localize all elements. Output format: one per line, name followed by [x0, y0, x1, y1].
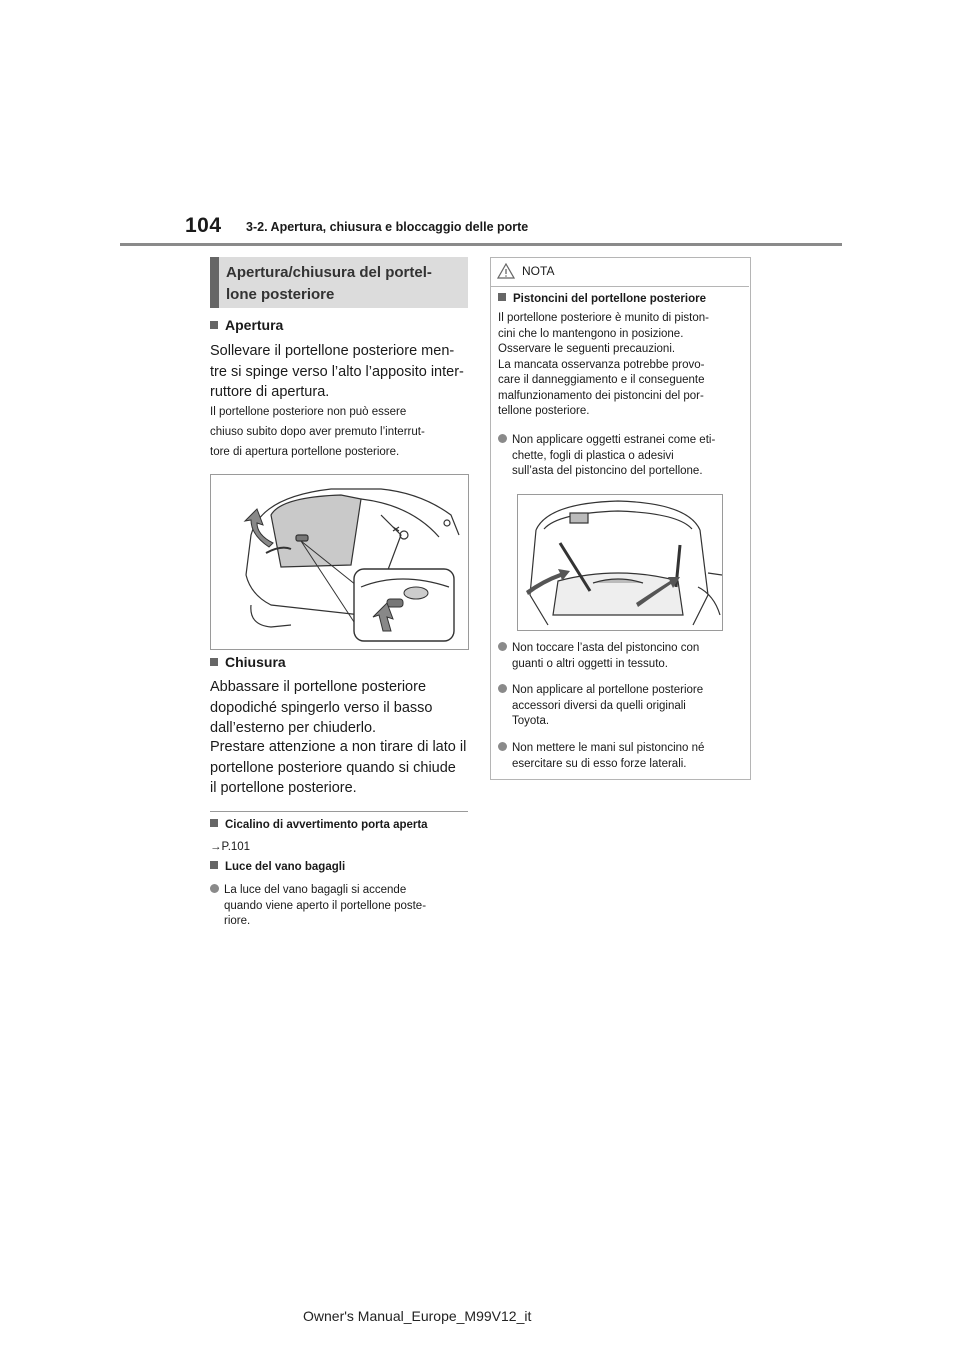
note-line: chiuso subito dopo aver premuto l’interrut- [210, 426, 425, 438]
notice-heading-text: Pistoncini del portellone posteriore [513, 293, 706, 305]
notice-intro [498, 311, 748, 420]
notice-bullet-3 [498, 683, 762, 730]
buzzer-heading-text: Cicalino di avvertimento porta aperta [225, 819, 428, 831]
body-line: il portellone posteriore. [210, 780, 357, 796]
tailgate-opening-figure [210, 474, 469, 650]
note-line: guanti o altri oggetti in tessuto. [512, 657, 668, 670]
strut-figure [517, 494, 723, 631]
section-title-line: lone posteriore [226, 286, 335, 303]
note-line: Non applicare oggetti estranei come eti- [512, 434, 716, 446]
body-line: dopodiché spingerlo verso il basso [210, 699, 433, 716]
note-line: La luce del vano bagagli si accende [224, 884, 407, 896]
closing-heading [210, 654, 286, 670]
body-line: Sollevare il portellone posteriore men- [210, 343, 455, 359]
square-bullet-icon [210, 321, 218, 329]
body-line: Abbassare il portellone posteriore [210, 679, 427, 695]
warning-icon [497, 263, 515, 284]
light-heading-text: Luce del vano bagagli [225, 861, 346, 873]
opening-heading-text: Apertura [225, 317, 284, 333]
note-line: Non applicare al portellone posteriore [512, 684, 704, 696]
note-line: chette, fogli di plastica o adesivi [512, 449, 674, 462]
notice-label: NOTA [522, 264, 555, 278]
opening-body [210, 341, 470, 403]
note-line: Toyota. [512, 715, 550, 727]
circle-bullet-icon [498, 434, 507, 443]
note-line: Il portellone posteriore non può essere [210, 406, 407, 418]
note-line: Il portellone posteriore è munito di piston- [498, 312, 709, 324]
strut-illustration [518, 495, 722, 630]
footer-manual-id: Owner's Manual_Europe_M99V12_it [303, 1308, 532, 1324]
note-line: sull’asta del pistoncino del portellone. [512, 465, 703, 477]
note-line: riore. [224, 915, 251, 927]
notice-bullet-4 [498, 741, 762, 772]
circle-bullet-icon [498, 642, 507, 651]
body-line: Prestare attenzione a non tirare di lato il [210, 739, 467, 755]
square-bullet-icon [498, 293, 506, 301]
notice-heading [498, 293, 706, 305]
section-divider [210, 811, 468, 812]
closing-body-2 [210, 737, 470, 799]
body-line: portellone posteriore quando si chiude [210, 759, 456, 776]
section-title-bar [210, 257, 219, 308]
body-line: dall’esterno per chiuderlo. [210, 720, 377, 736]
note-line: La mancata osservanza potrebbe provo- [498, 358, 705, 371]
body-line: tre si spinge verso l’alto l’apposito inter- [210, 363, 464, 380]
notice-bullet-1 [498, 433, 762, 480]
square-bullet-icon [210, 819, 218, 827]
circle-bullet-icon [498, 684, 507, 693]
circle-bullet-icon [498, 742, 507, 751]
opening-heading [210, 317, 283, 333]
note-line: malfunzionamento dei pistoncini del por- [498, 389, 704, 402]
closing-heading-text: Chiusura [225, 654, 286, 670]
square-bullet-icon [210, 658, 218, 666]
page-number: 104 [185, 214, 222, 237]
note-line: esercitare su di esso forze laterali. [512, 757, 687, 770]
section-title-line: Apertura/chiusura del portel- [226, 264, 432, 281]
buzzer-ref: →P.101 [210, 841, 251, 853]
tailgate-illustration [211, 475, 468, 649]
section-path: 3-2. Apertura, chiusura e bloccaggio delle porte [246, 220, 529, 234]
note-line: care il danneggiamento e il conseguente [498, 374, 705, 386]
light-text [210, 883, 484, 930]
note-line: tore di apertura portellone posteriore. [210, 446, 400, 458]
section-title [226, 262, 464, 306]
closing-body-1 [210, 677, 470, 739]
square-bullet-icon [210, 861, 218, 869]
light-heading [210, 861, 345, 873]
circle-bullet-icon [210, 884, 219, 893]
header-rule [120, 243, 842, 246]
note-line: cini che lo mantengono in posizione. [498, 327, 684, 340]
note-line: quando viene aperto il portellone poste- [224, 899, 427, 912]
note-line: Non toccare l’asta del pistoncino con [512, 642, 700, 654]
body-line: ruttore di apertura. [210, 384, 330, 400]
notice-bullet-2 [498, 641, 762, 672]
note-line: accessori diversi da quelli originali [512, 699, 686, 712]
note-line: Osservare le seguenti precauzioni. [498, 343, 676, 355]
note-line: Non mettere le mani sul pistoncino né [512, 742, 705, 754]
opening-note [210, 402, 470, 462]
note-line: tellone posteriore. [498, 405, 590, 417]
buzzer-heading [210, 819, 428, 831]
